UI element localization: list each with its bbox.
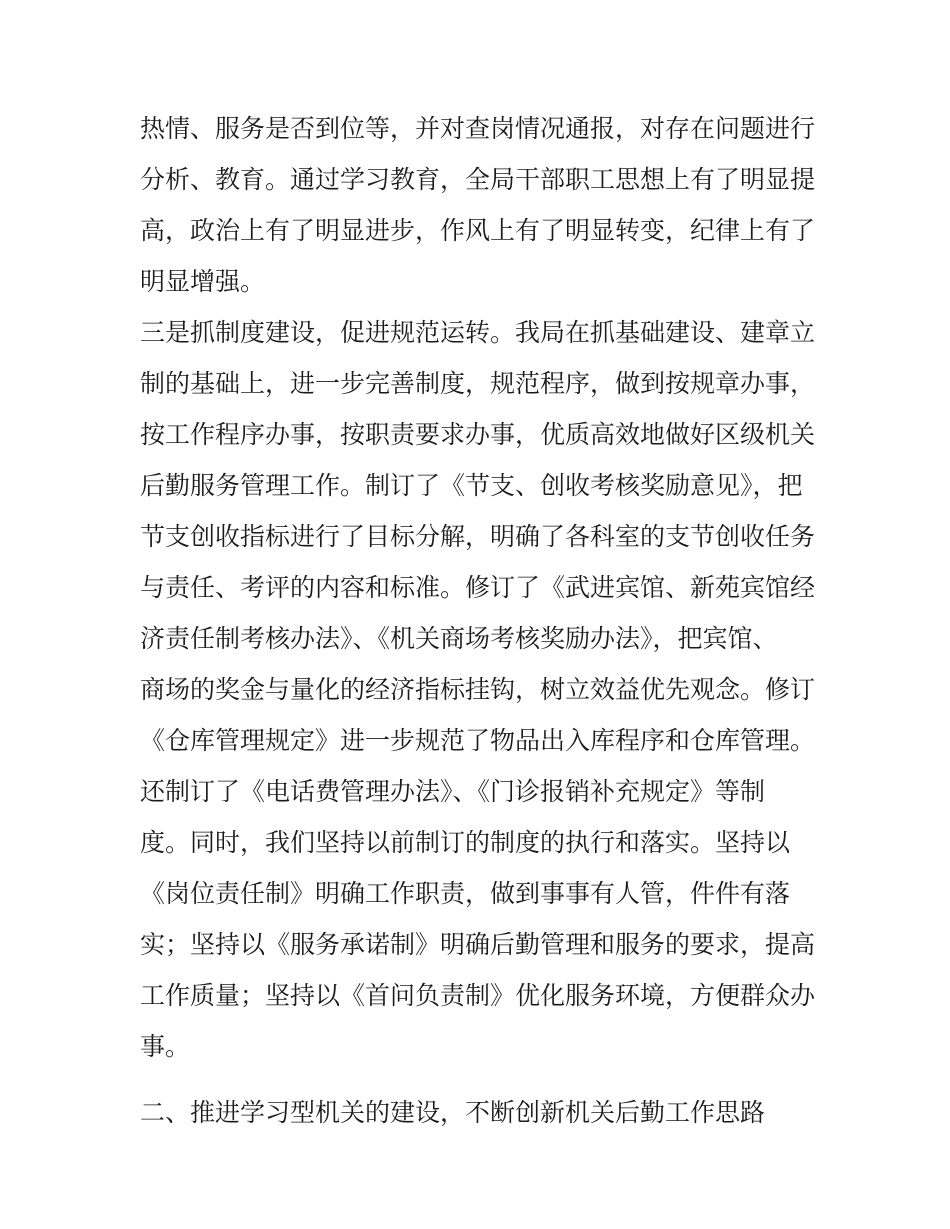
text-line: 《岗位责任制》明确工作职责，做到事事有人管，件件有落 <box>140 879 791 908</box>
text-line: 商场的奖金与量化的经济指标挂钩，树立效益优先观念。修订 <box>140 675 816 704</box>
text-line: 分析、教育。通过学习教育，全局干部职工思想上有了明显提 <box>140 165 816 194</box>
text-line: 热情、服务是否到位等，并对查岗情况通报，对存在问题进行 <box>140 114 816 143</box>
text-line: 按工作程序办事，按职责要求办事，优质高效地做好区级机关 <box>140 420 816 449</box>
text-line: 三是抓制度建设，促进规范运转。我局在抓基础建设、建章立 <box>140 318 816 347</box>
text-line: 明显增强。 <box>140 267 266 296</box>
text-line: 制的基础上，进一步完善制度，规范程序，做到按规章办事， <box>140 369 816 398</box>
text-line: 节支创收指标进行了目标分解，明确了各科室的支节创收任务 <box>140 522 816 551</box>
text-line: 还制订了《电话费管理办法》、《门诊报销补充规定》等制 <box>140 777 766 806</box>
text-line: 高，政治上有了明显进步，作风上有了明显转变，纪律上有了 <box>140 216 816 245</box>
text-line: 事。 <box>140 1032 191 1061</box>
text-line: 与责任、考评的内容和标准。修订了《武进宾馆、新苑宾馆经 <box>140 573 816 602</box>
section-heading: 二、推进学习型机关的建设，不断创新机关后勤工作思路 <box>140 1098 766 1127</box>
text-line: 后勤服务管理工作。制订了《节支、创收考核奖励意见》，把 <box>140 471 803 500</box>
text-line: 济责任制考核办法》、《机关商场考核奖励办法》，把宾馆、 <box>140 624 778 653</box>
text-line: 工作质量；坚持以《首问负责制》优化服务环境，方便群众办 <box>140 981 816 1010</box>
text-line: 《仓库管理规定》进一步规范了物品出入库程序和仓库管理。 <box>140 726 816 755</box>
text-line: 实；坚持以《服务承诺制》明确后勤管理和服务的要求，提高 <box>140 930 816 959</box>
document-body <box>140 103 820 1138</box>
text-line: 度。同时，我们坚持以前制订的制度的执行和落实。坚持以 <box>140 828 791 857</box>
